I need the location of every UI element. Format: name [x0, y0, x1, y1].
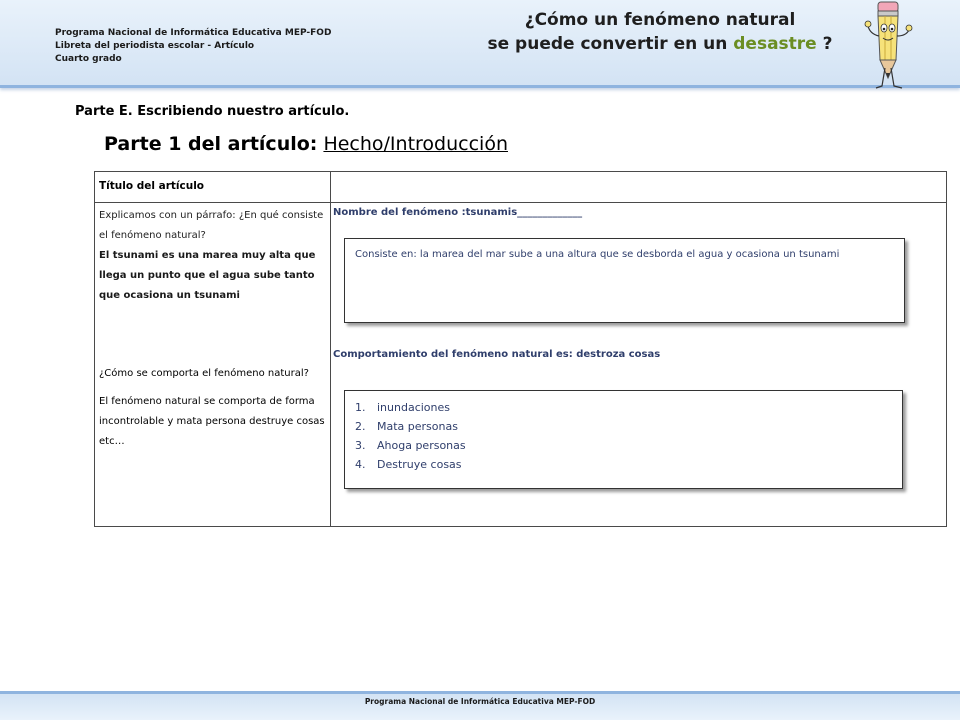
list-item-number: 4.	[355, 458, 366, 471]
list-item	[355, 436, 892, 455]
list-item-number: 2.	[355, 420, 366, 433]
parte-1-topic: Hecho/Introducción	[323, 133, 508, 155]
footer-banner	[0, 691, 960, 720]
footer-text: Programa Nacional de Informática Educativa MEP-FOD	[364, 697, 596, 706]
behavior-heading: Comportamiento del fenómeno natural es: destroza cosas	[333, 349, 661, 360]
list-item-number: 3.	[355, 439, 366, 452]
title-line-2	[455, 32, 865, 56]
title-row	[95, 172, 946, 203]
list-item-number: 1.	[355, 401, 366, 414]
program-line-1: Programa Nacional de Informática Educativa MEP-FOD	[55, 28, 332, 38]
consiste-box: Consiste en: la marea del mar sube a una altura que se desborda el agua y ocasiona un tsunami	[344, 238, 905, 323]
page-title	[455, 8, 865, 56]
list-item-text: inundaciones	[377, 401, 450, 414]
answer-1: El tsunami es una marea muy alta que llega un punto que el agua sube tanto que ocasiona un tsunami	[99, 250, 316, 301]
phenomenon-name: Nombre del fenómeno :tsunamis_____________	[333, 207, 583, 218]
program-line-3: Cuarto grado	[55, 54, 122, 64]
list-item	[355, 455, 892, 474]
behavior-list-box	[344, 390, 903, 489]
list-item-text: Destruye cosas	[377, 458, 462, 471]
question-1: Explicamos con un párrafo: ¿En qué consiste el fenómeno natural?	[99, 210, 324, 241]
program-line-2: Libreta del periodista escolar - Artículo	[55, 41, 255, 51]
title-accent-word: desastre	[733, 34, 817, 54]
list-item	[355, 398, 892, 417]
section-heading-parte-e: Parte E. Escribiendo nuestro artículo.	[75, 104, 350, 119]
program-info	[55, 27, 331, 66]
column-divider	[330, 172, 331, 526]
title-line-1: ¿Cómo un fenómeno natural	[524, 10, 796, 30]
header-banner	[0, 0, 960, 88]
article-table	[94, 171, 947, 527]
question-2: ¿Cómo se comporta el fenómeno natural?	[99, 368, 309, 379]
question-block-1	[99, 206, 327, 306]
title-line-2-post: ?	[816, 34, 833, 54]
section-heading-parte-1	[104, 133, 508, 155]
pencil-mascot-icon	[858, 0, 920, 94]
list-item	[355, 417, 892, 436]
question-block-2	[99, 364, 327, 452]
list-item-text: Ahoga personas	[377, 439, 466, 452]
answer-2: El fenómeno natural se comporta de forma incontrolable y mata persona destruye cosas etc…	[99, 396, 325, 447]
title-line-2-pre: se puede convertir en un	[487, 34, 734, 54]
list-item-text: Mata personas	[377, 420, 458, 433]
parte-1-label: Parte 1 del artículo:	[104, 133, 318, 155]
article-title-label: Título del artículo	[99, 180, 205, 192]
behavior-list	[355, 398, 892, 474]
